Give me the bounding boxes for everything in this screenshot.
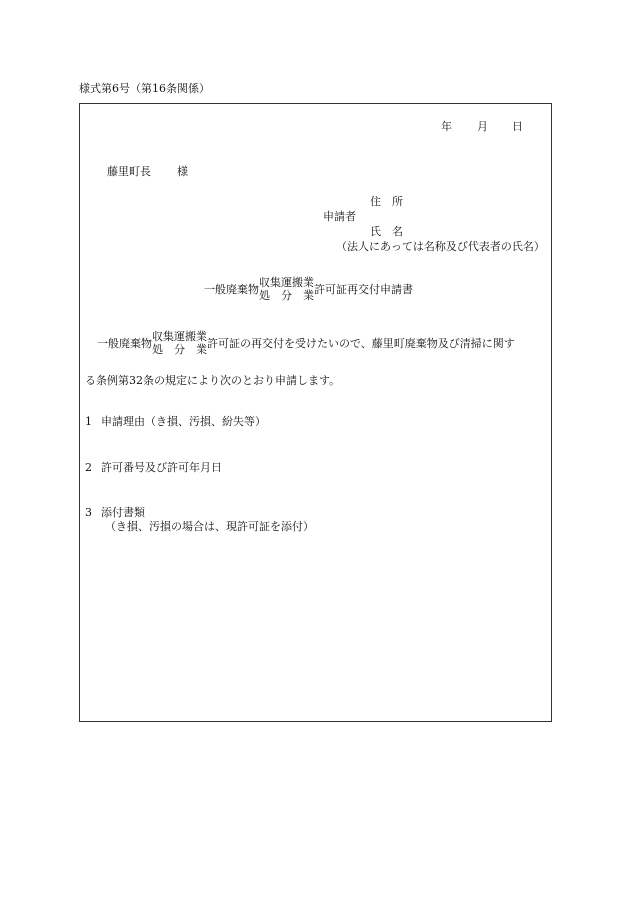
applicant-address-label: 住 所 (370, 195, 403, 208)
body-option-collection-transport: 収集運搬業 (152, 330, 207, 343)
applicant-name-label: 氏 名 (370, 225, 403, 238)
body-paragraph-line-1 (97, 330, 515, 356)
body-option-disposal: 処 分 業 (152, 343, 207, 356)
title-suffix: 許可証再交付申請書 (314, 282, 413, 296)
body-business-options (152, 330, 207, 356)
item-2-number: 2 (85, 461, 92, 474)
addressee-name: 藤里町長 (107, 165, 151, 178)
title-option-collection-transport: 収集運搬業 (259, 276, 314, 289)
item-2-text: 許可番号及び許可年月日 (101, 461, 222, 474)
body-paragraph-line-2: る条例第32条の規定により次のとおり申請します。 (85, 374, 341, 387)
addressee-honorific: 様 (177, 165, 188, 178)
date-month-label: 月 (477, 120, 488, 133)
body-line1-suffix: 許可証の再交付を受けたいので、藤里町廃棄物及び清掃に関す (207, 336, 515, 350)
document-title (204, 276, 413, 302)
title-business-options (259, 276, 314, 302)
body-prefix: 一般廃棄物 (97, 336, 152, 350)
title-option-disposal: 処 分 業 (259, 289, 314, 302)
item-1-number: 1 (85, 415, 92, 428)
item-3-number: 3 (85, 506, 92, 519)
date-year-label: 年 (441, 120, 452, 133)
date-day-label: 日 (512, 120, 523, 133)
application-form-frame (79, 103, 552, 722)
title-prefix: 一般廃棄物 (204, 282, 259, 296)
applicant-corporate-note: （法人にあっては名称及び代表者の氏名） (336, 240, 545, 253)
form-number: 様式第6号（第16条関係） (79, 82, 210, 95)
applicant-label: 申請者 (323, 210, 356, 223)
item-3-text: 添付書類 (101, 506, 145, 519)
item-1-text: 申請理由（き損、汚損、紛失等） (101, 415, 266, 428)
item-3-note: （き損、汚損の場合は、現許可証を添付） (105, 520, 314, 533)
